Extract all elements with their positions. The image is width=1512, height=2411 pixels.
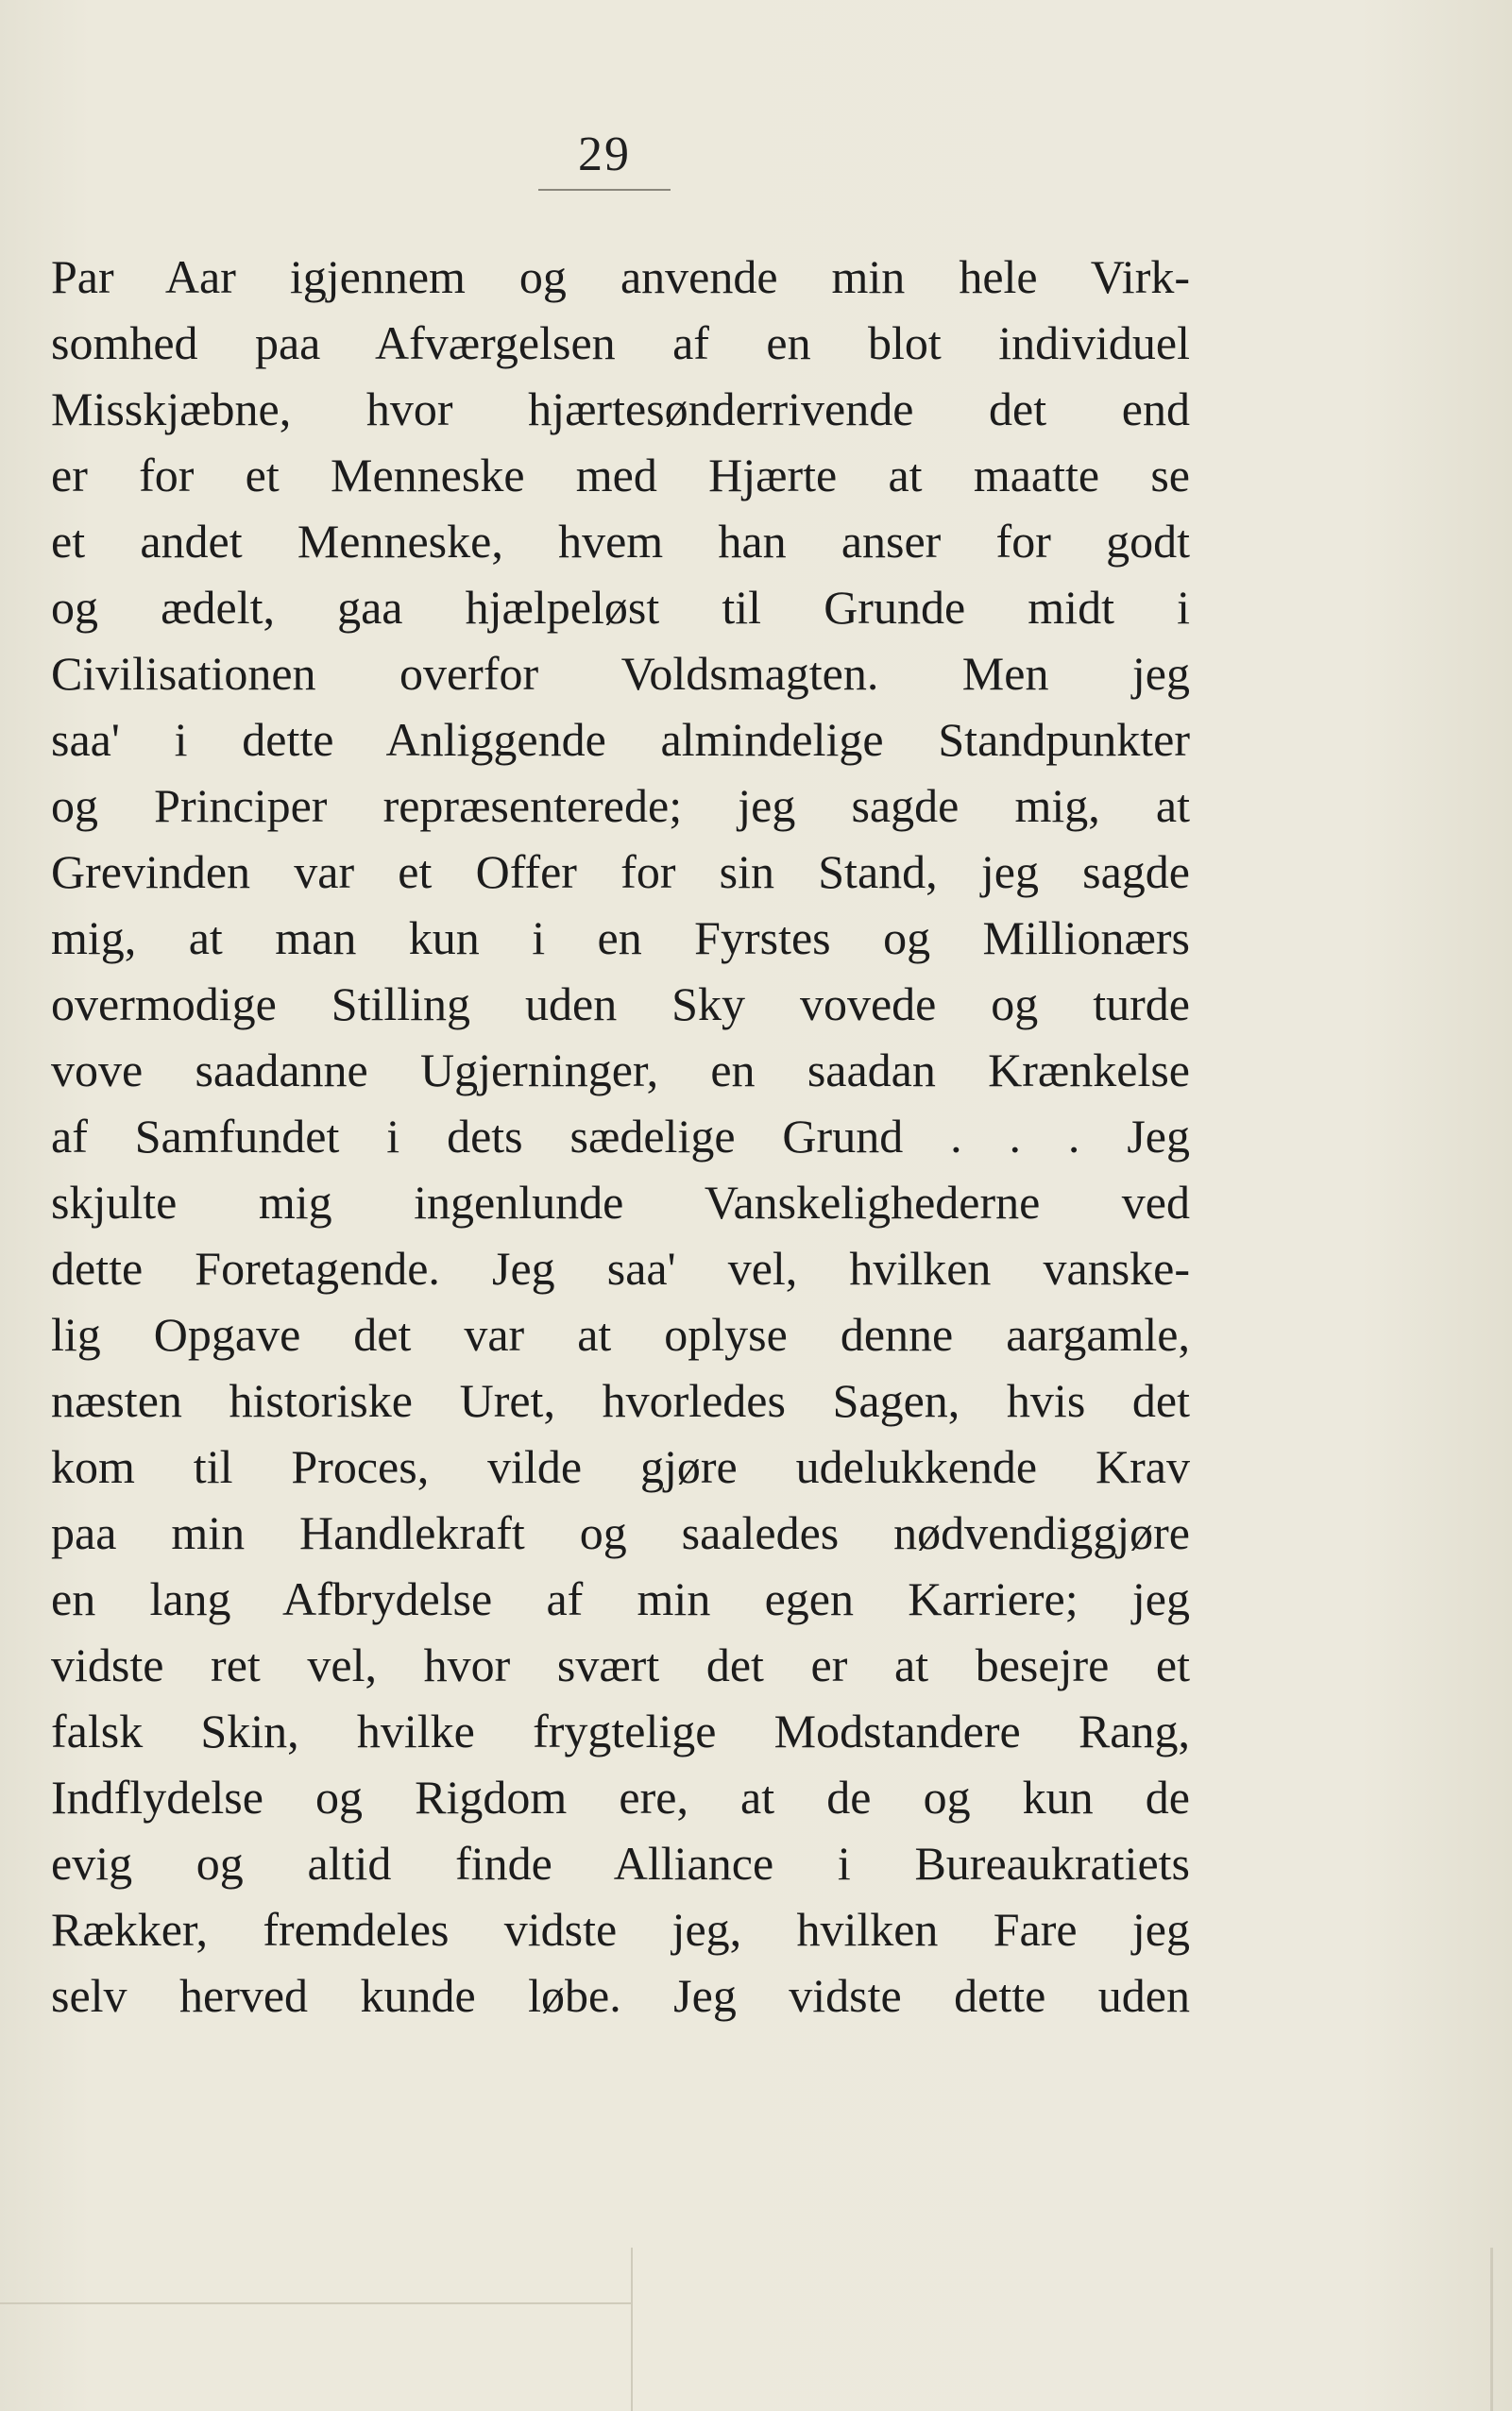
text-line: overmodige Stilling uden Sky vovede og turde: [51, 977, 1190, 1030]
text-line: er for et Menneske med Hjærte at maatte se: [51, 449, 1190, 501]
scan-artifact: [0, 2302, 633, 2304]
text-line: selv herved kunde løbe. Jeg vidste dette uden: [51, 1969, 1190, 2022]
page-number: 29: [578, 127, 631, 181]
text-line: og Principer repræsenterede; jeg sagde mig, at: [51, 779, 1190, 832]
text-line: vidste ret vel, hvor svært det er at besejre et: [51, 1638, 1190, 1691]
text-line: Civilisationen overfor Voldsmagten. Men jeg: [51, 647, 1190, 700]
text-line: vove saadanne Ugjerninger, en saadan Krænkelse: [51, 1044, 1190, 1096]
text-line: paa min Handlekraft og saaledes nødvendiggjøre: [51, 1506, 1190, 1559]
scan-artifact: [631, 2248, 633, 2411]
text-line: kom til Proces, vilde gjøre udelukkende Krav: [51, 1440, 1190, 1493]
text-line: Grevinden var et Offer for sin Stand, jeg sagde: [51, 845, 1190, 898]
text-line: falsk Skin, hvilke frygtelige Modstandere Rang,: [51, 1705, 1190, 1757]
text-line: og ædelt, gaa hjælpeløst til Grunde midt i: [51, 581, 1190, 634]
body-text: [51, 244, 1190, 2029]
text-line: lig Opgave det var at oplyse denne aargamle,: [51, 1308, 1190, 1361]
text-line: somhed paa Afværgelsen af en blot individuel: [51, 316, 1190, 369]
text-line: Indflydelse og Rigdom ere, at de og kun de: [51, 1771, 1190, 1824]
text-line: dette Foretagende. Jeg saa' vel, hvilken vanske-: [51, 1242, 1190, 1295]
text-line: mig, at man kun i en Fyrstes og Millionærs: [51, 911, 1190, 964]
text-line: næsten historiske Uret, hvorledes Sagen, hvis det: [51, 1374, 1190, 1427]
text-line: af Samfundet i dets sædelige Grund . . . Jeg: [51, 1110, 1190, 1163]
scan-artifact: [1490, 2248, 1493, 2411]
text-line: evig og altid finde Alliance i Bureaukratiets: [51, 1837, 1190, 1890]
text-line: saa' i dette Anliggende almindelige Standpunkter: [51, 713, 1190, 766]
page-header: [538, 121, 671, 196]
header-rule: [538, 189, 671, 191]
text-line: skjulte mig ingenlunde Vanskelighederne ved: [51, 1176, 1190, 1229]
text-line: Rækker, fremdeles vidste jeg, hvilken Fare jeg: [51, 1903, 1190, 1956]
text-line: en lang Afbrydelse af min egen Karriere; jeg: [51, 1572, 1190, 1625]
text-line: Par Aar igjennem og anvende min hele Virk-: [51, 250, 1190, 303]
text-line: Misskjæbne, hvor hjærtesønderrivende det end: [51, 382, 1190, 435]
text-line: et andet Menneske, hvem han anser for godt: [51, 515, 1190, 568]
